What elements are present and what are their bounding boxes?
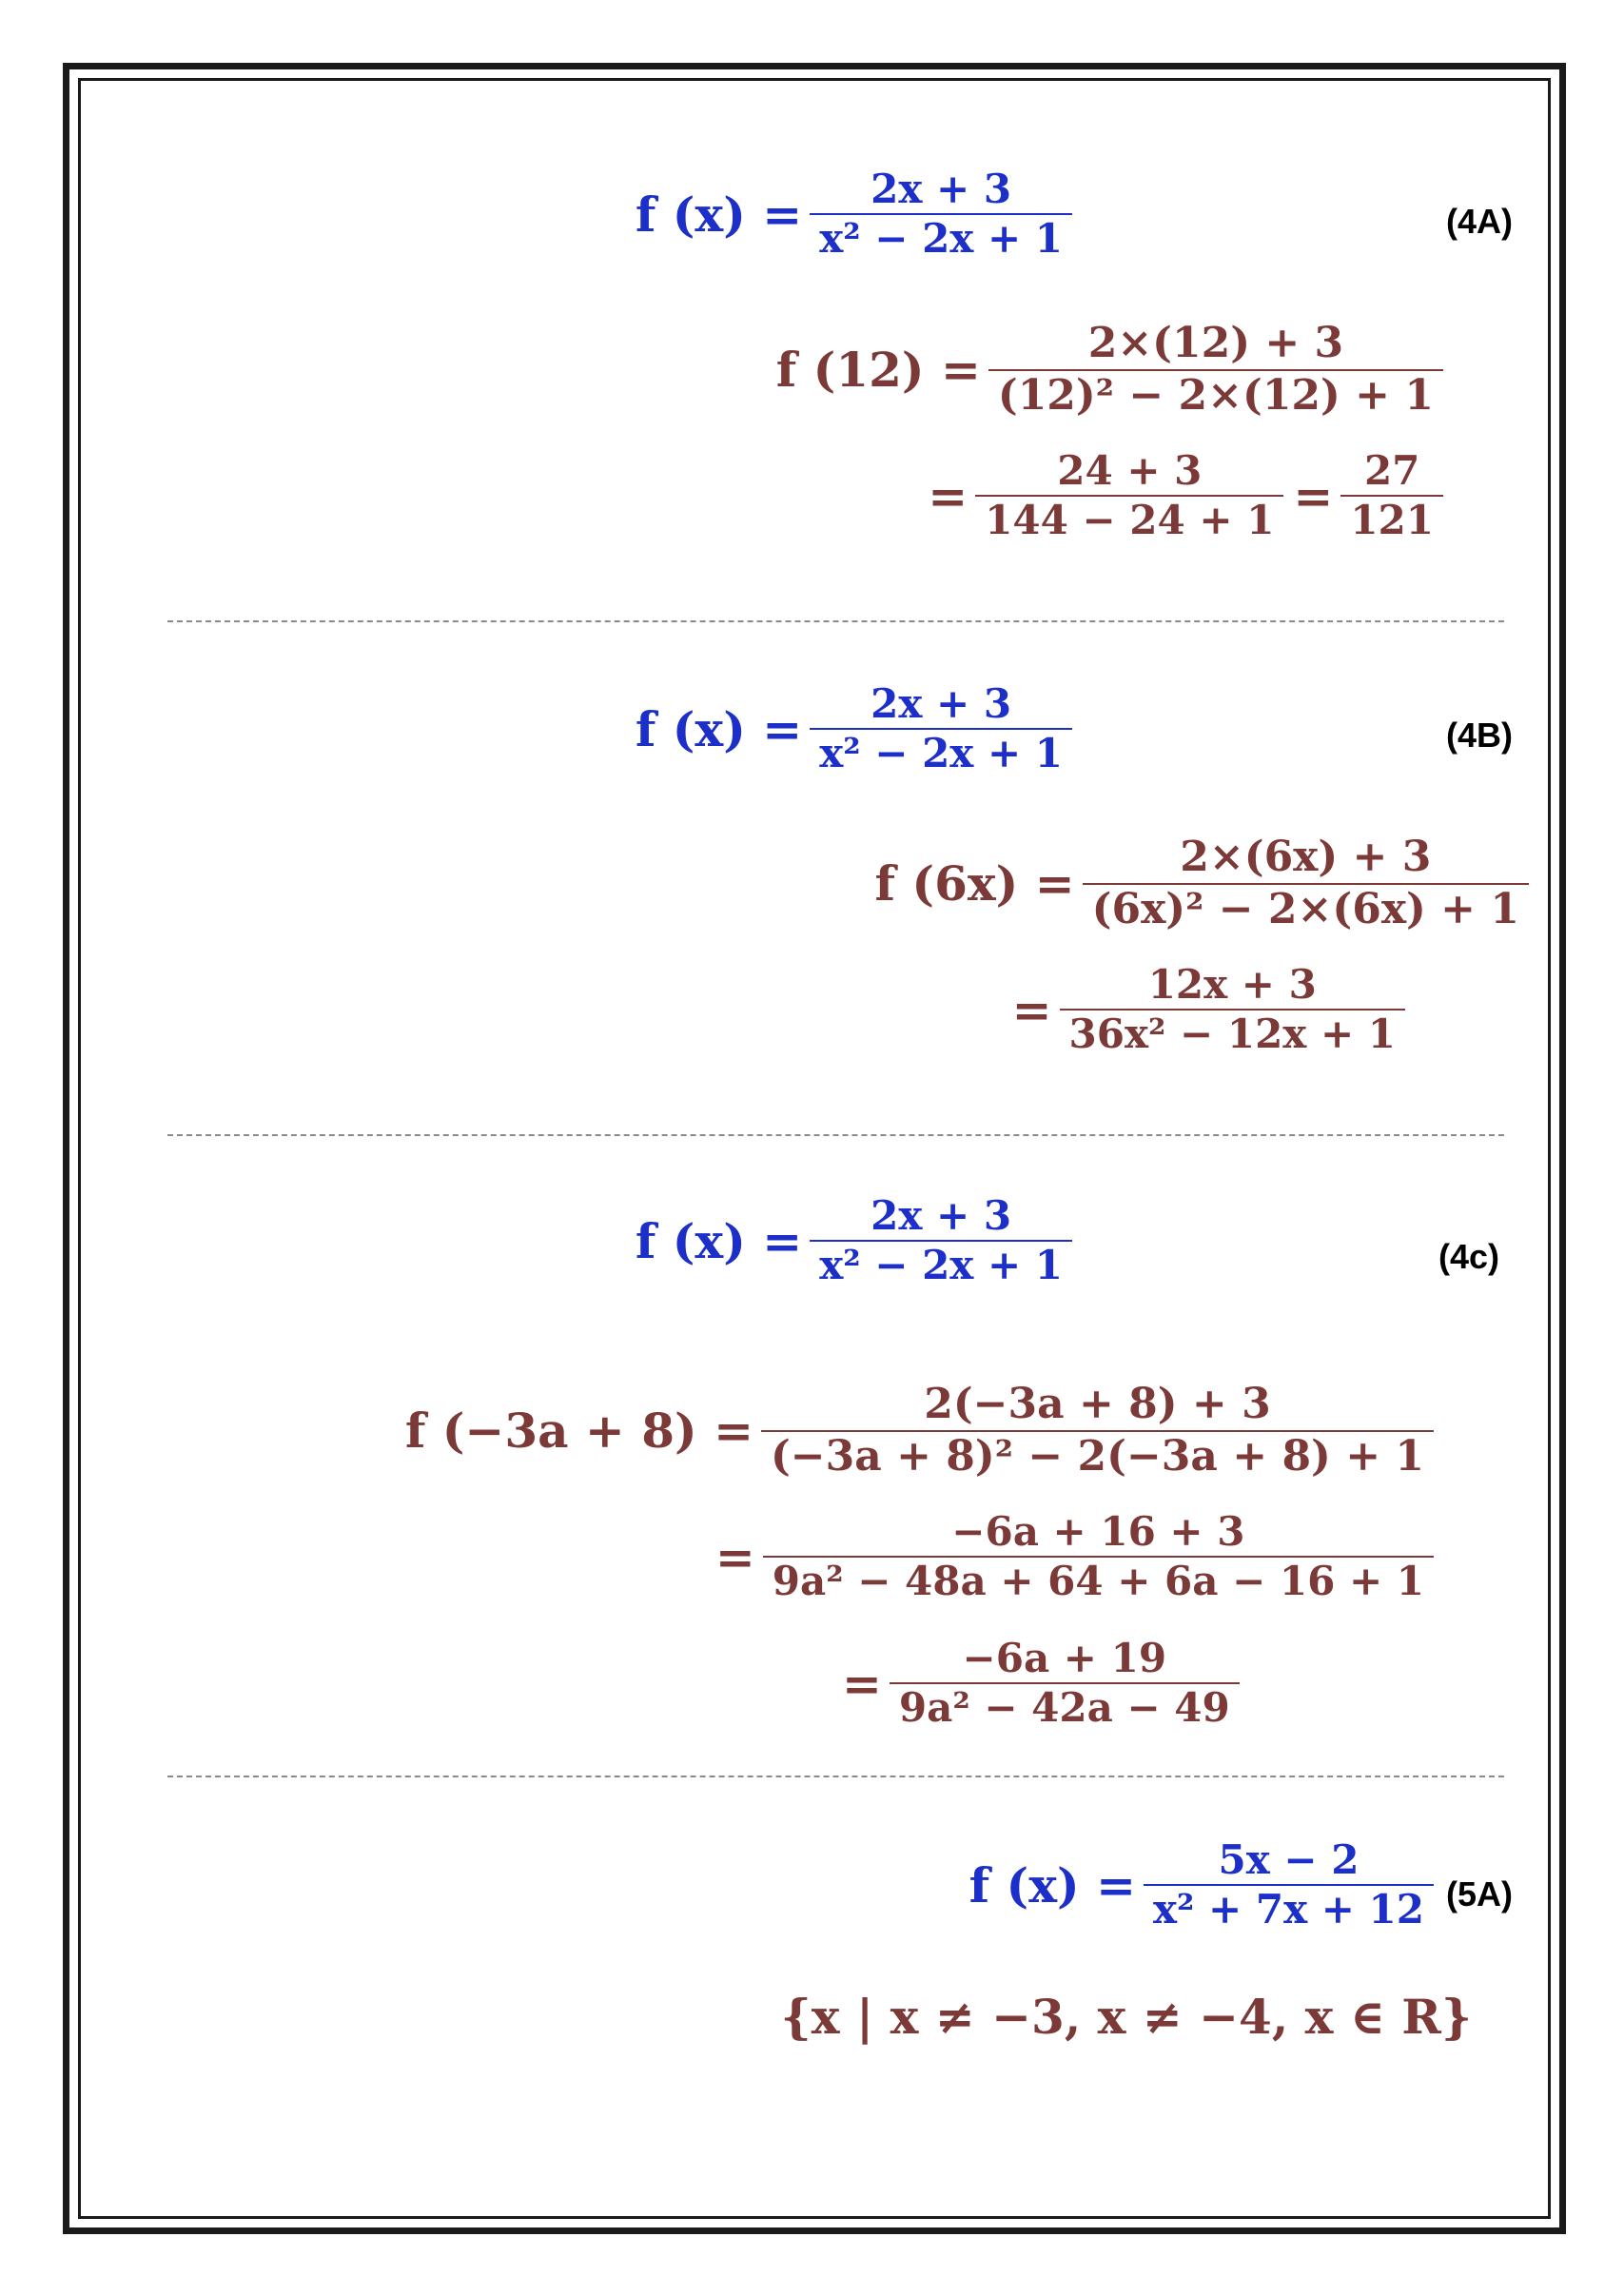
step-4a-2 [928,447,1443,545]
numerator: 2x + 3 [871,166,1012,212]
step-4c-1 [405,1380,1434,1482]
step-lead: f (−3a + 8) = [404,1403,753,1460]
problem-tag: (5A) [1446,1874,1513,1913]
denominator: x² − 2x + 1 [819,1242,1063,1289]
fraction [988,319,1443,422]
section-divider [167,1134,1504,1136]
function-lhs: f (x) = [635,700,803,757]
denominator: x² + 7x + 12 [1152,1886,1424,1933]
problem-tag: (4B) [1446,716,1513,755]
function-lhs: f (x) = [635,186,803,243]
fraction [763,1508,1434,1606]
definition-4c [636,1192,1072,1290]
step-lead: f (12) = [775,342,981,399]
function-lhs: f (x) = [969,1856,1136,1913]
denominator: (12)² − 2×(12) + 1 [997,370,1434,420]
fraction [810,166,1072,264]
numerator: 2×(12) + 3 [1087,319,1344,367]
numerator: 2x + 3 [871,680,1012,727]
numerator: 12x + 3 [1147,961,1317,1008]
denominator: x² − 2x + 1 [819,215,1063,263]
denominator: (−3a + 8)² − 2(−3a + 8) + 1 [770,1431,1424,1481]
fraction [1340,447,1443,545]
numerator: 2×(6x) + 3 [1180,833,1432,881]
step-lead: = [1011,981,1052,1038]
denominator: 144 − 24 + 1 [985,497,1275,544]
problem-tag: (4c) [1438,1237,1500,1276]
denominator: (6x)² − 2×(6x) + 1 [1091,884,1519,933]
step-4c-3 [842,1635,1240,1733]
step-lead: = [842,1655,882,1712]
numerator: 24 + 3 [1057,447,1203,494]
step-lead: = [714,1528,755,1585]
denominator: x² − 2x + 1 [819,730,1063,777]
section-divider [167,620,1504,622]
fraction [761,1380,1434,1482]
step-lead: f (6x) = [874,855,1075,913]
definition-5a [969,1836,1434,1934]
definition-4b [636,680,1072,778]
numerator: 27 [1363,447,1420,494]
numerator: −6a + 19 [962,1635,1167,1681]
denominator: 9a² − 42a − 49 [898,1684,1230,1732]
fraction [1144,1836,1434,1934]
denominator: 121 [1350,497,1434,544]
step-lead: = [1293,467,1334,524]
step-4c-2 [715,1508,1434,1606]
section-divider [167,1776,1504,1777]
numerator: −6a + 16 + 3 [951,1508,1245,1555]
denominator: 36x² − 12x + 1 [1068,1011,1396,1058]
fraction [975,447,1283,545]
domain-set: {x | x ≠ −3, x ≠ −4, x ∈ R} [780,1989,1472,2045]
step-4a-1 [776,319,1443,422]
definition-4a [636,166,1072,264]
numerator: 2(−3a + 8) + 3 [924,1380,1271,1428]
fraction [1083,833,1529,935]
numerator: 5x − 2 [1218,1836,1360,1883]
fraction [810,680,1072,778]
fraction [1060,961,1405,1059]
function-lhs: f (x) = [635,1212,803,1269]
step-4b-1 [875,833,1530,935]
fraction [810,1192,1072,1290]
fraction [890,1635,1240,1733]
problem-tag: (4A) [1446,202,1513,241]
denominator: 9a² − 48a + 64 + 6a − 16 + 1 [772,1558,1424,1605]
step-lead: = [928,467,969,524]
numerator: 2x + 3 [871,1192,1012,1239]
step-4b-2 [1012,961,1405,1059]
